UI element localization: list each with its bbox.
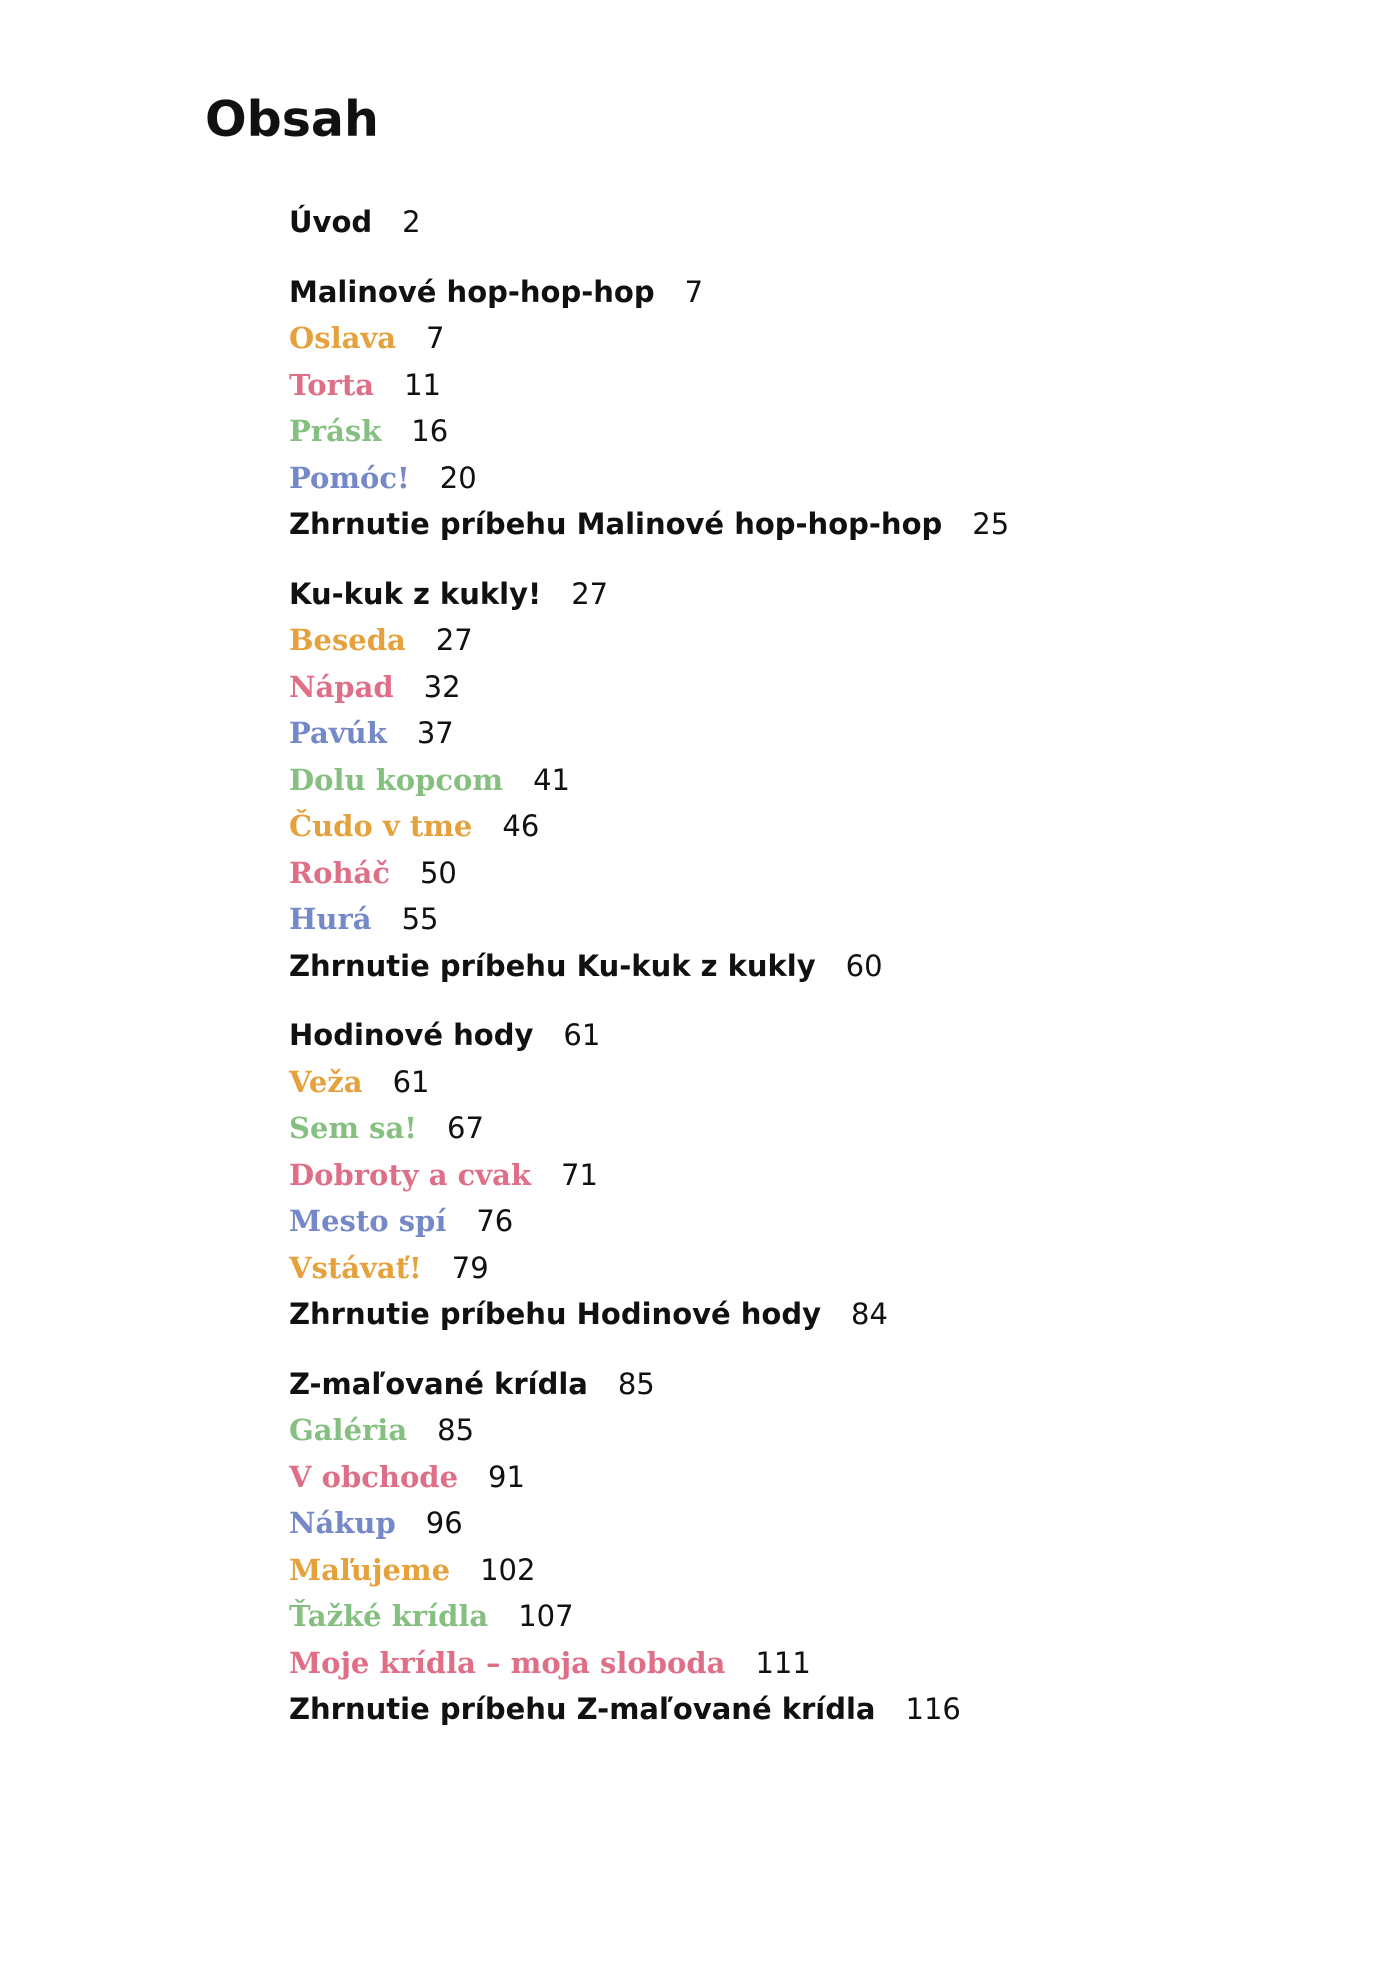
toc-chapter-entry[interactable] [289,1152,1289,1199]
toc-section [289,199,1289,246]
toc-chapter-entry-page-number: 85 [437,1413,475,1448]
toc-chapter-entry-page-number: 67 [447,1111,484,1146]
toc-chapter-entry[interactable] [289,803,1289,850]
toc-chapter-entry[interactable] [289,408,1289,455]
toc-chapter-entry[interactable] [289,617,1289,664]
toc-summary-entry[interactable] [289,501,1289,548]
toc-summary-entry-page-number: 116 [905,1692,961,1727]
toc-summary-entry-page-number: 25 [972,507,1010,542]
toc-chapter-entry[interactable] [289,757,1289,804]
toc-chapter-entry[interactable] [289,710,1289,757]
toc-section [289,269,1289,548]
toc-summary-entry-page-number: 60 [845,948,883,983]
toc-chapter-entry-page-number: 107 [518,1599,574,1634]
toc-chapter-entry-title: Beseda [289,623,406,658]
toc-chapter-entry-page-number: 102 [480,1552,536,1587]
toc-chapter-entry[interactable] [289,1454,1289,1501]
toc-chapter-entry[interactable] [289,664,1289,711]
toc-section [289,1012,1289,1338]
toc-chapter-entry[interactable] [289,1593,1289,1640]
toc-chapter-entry-title: Torta [289,367,375,402]
toc-chapter-entry[interactable] [289,455,1289,502]
toc-chapter-entry[interactable] [289,1547,1289,1594]
toc-chapter-entry-page-number: 50 [419,855,457,890]
toc-chapter-entry-title: V obchode [289,1459,459,1494]
toc-chapter-entry-page-number: 71 [561,1157,598,1192]
toc-chapter-entry-title: Pavúk [289,716,387,751]
toc-chapter-entry-title: Čudo v tme [289,809,473,844]
toc-chapter-entry-title: Prásk [289,414,382,449]
toc-part-entry[interactable] [289,1361,1289,1408]
toc-chapter-entry[interactable] [289,896,1289,943]
toc-chapter-entry[interactable] [289,362,1289,409]
toc-chapter-entry-page-number: 7 [426,321,445,356]
toc-chapter-entry[interactable] [289,1198,1289,1245]
toc-summary-entry-title: Zhrnutie príbehu Ku-kuk z kukly [289,948,816,983]
toc-chapter-entry-page-number: 46 [502,809,540,844]
toc-chapter-entry[interactable] [289,1245,1289,1292]
toc-chapter-entry-page-number: 61 [392,1064,430,1099]
toc-chapter-entry-page-number: 91 [488,1459,525,1494]
toc-summary-entry[interactable] [289,1686,1289,1733]
toc-part-entry-page-number: 7 [684,274,704,309]
toc-chapter-entry-page-number: 79 [451,1250,489,1285]
toc-chapter-entry-title: Pomóc! [289,460,410,495]
toc-summary-entry[interactable] [289,1291,1289,1338]
toc-part-entry[interactable] [289,571,1289,618]
toc-chapter-entry-title: Galéria [289,1413,408,1448]
toc-chapter-entry[interactable] [289,1407,1289,1454]
toc-part-entry-title: Ku-kuk z kukly! [289,576,542,611]
toc-part-entry[interactable] [289,1012,1289,1059]
toc-chapter-entry[interactable] [289,1640,1289,1687]
toc-chapter-entry-page-number: 37 [416,716,454,751]
toc-chapter-entry-page-number: 27 [435,623,473,658]
toc-chapter-entry-page-number: 111 [755,1645,811,1680]
toc-part-entry-page-number: 61 [563,1018,601,1053]
toc-chapter-entry[interactable] [289,1059,1289,1106]
toc-chapter-entry-page-number: 76 [476,1204,514,1239]
toc-part-entry-page-number: 2 [402,205,421,240]
toc-part-entry-title: Z-maľované krídla [289,1366,588,1401]
toc-part-entry-title: Malinové hop-hop-hop [289,274,655,309]
toc-part-entry-page-number: 27 [571,576,609,611]
toc-chapter-entry[interactable] [289,850,1289,897]
toc-section [289,571,1289,990]
toc-chapter-entry-page-number: 20 [439,460,477,495]
toc-chapter-entry-title: Hurá [289,902,372,937]
toc-chapter-entry-title: Roháč [289,855,390,890]
toc-summary-entry-title: Zhrnutie príbehu Z-maľované krídla [289,1692,876,1727]
toc-chapter-entry-title: Nápad [289,669,394,704]
toc-chapter-entry-title: Dobroty a cvak [289,1157,532,1192]
toc-chapter-entry-page-number: 41 [533,762,570,797]
toc-chapter-entry-title: Oslava [289,321,397,356]
toc-chapter-entry-title: Nákup [289,1506,396,1541]
toc-part-entry-page-number: 85 [617,1366,655,1401]
toc-section [289,1361,1289,1733]
toc-part-entry[interactable] [289,269,1289,316]
toc-summary-entry-page-number: 84 [851,1297,888,1332]
toc-chapter-entry-page-number: 32 [423,669,461,704]
toc-part-entry-title: Hodinové hody [289,1018,534,1053]
toc-chapter-entry-title: Mesto spí [289,1204,447,1239]
toc-chapter-entry[interactable] [289,1500,1289,1547]
toc-chapter-entry-page-number: 55 [401,902,439,937]
toc-part-entry[interactable] [289,199,1289,246]
toc-chapter-entry-title: Ťažké krídla [289,1599,489,1634]
toc-chapter-entry[interactable] [289,1105,1289,1152]
toc-part-entry-title: Úvod [289,205,373,240]
toc-chapter-entry-page-number: 96 [425,1506,463,1541]
toc-chapter-entry-title: Sem sa! [289,1111,418,1146]
toc-chapter-entry-page-number: 11 [404,367,441,402]
toc-chapter-entry-page-number: 16 [411,414,449,449]
toc-summary-entry-title: Zhrnutie príbehu Hodinové hody [289,1297,822,1332]
toc-summary-entry-title: Zhrnutie príbehu Malinové hop-hop-hop [289,507,943,542]
toc-chapter-entry-title: Veža [289,1064,363,1099]
toc-chapter-entry-title: Vstávať! [289,1250,422,1285]
toc-chapter-entry-title: Moje krídla – moja sloboda [289,1645,726,1680]
toc-chapter-entry-title: Dolu kopcom [289,762,504,797]
toc-chapter-entry[interactable] [289,315,1289,362]
toc-chapter-entry-title: Maľujeme [289,1552,451,1587]
page-title: Obsah [205,91,379,148]
toc-summary-entry[interactable] [289,943,1289,990]
table-of-contents [289,199,1289,1756]
